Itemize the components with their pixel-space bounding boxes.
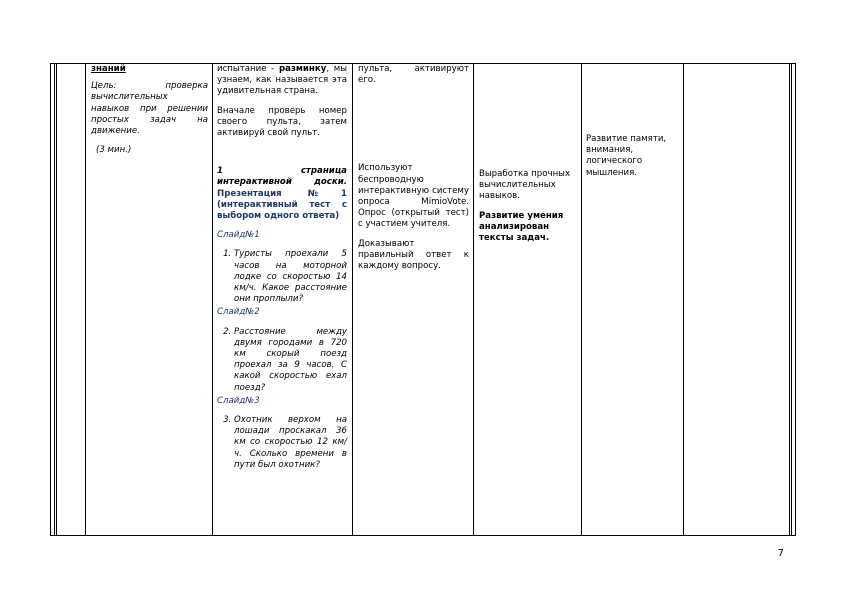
task-list bbox=[217, 249, 347, 305]
teacher-activity-cell bbox=[217, 64, 347, 475]
slide-label: Слайд№2 bbox=[217, 307, 260, 318]
column-divider bbox=[352, 64, 353, 535]
remote-check-text: Вначале проверь номер своего пульта, затем активируй свой пульт. bbox=[217, 105, 347, 139]
column-divider bbox=[581, 64, 582, 535]
column-divider bbox=[473, 64, 474, 535]
stage-time: (3 мин.) bbox=[96, 145, 132, 156]
column-divider bbox=[789, 64, 792, 535]
proof-text: Доказывают правильный ответ к каждому вопросу. bbox=[358, 238, 469, 272]
activation-text: пульта, активируют его. bbox=[358, 64, 469, 86]
slide-label: Слайд№1 bbox=[217, 230, 260, 241]
column-divider bbox=[85, 64, 86, 535]
task-list bbox=[217, 327, 347, 394]
task-item: 1. Туристы проехали 5 часов на моторной лодке со скоростью 14 км/ч. Какое расстояние они проплыли? bbox=[234, 249, 347, 305]
board-instruction: 1 страница интерактивной доски. Презентация №1 (интерактивный тест с выбором одного ответа) bbox=[217, 166, 347, 222]
slide-label: Слайд№3 bbox=[217, 395, 260, 406]
task-item: 3. Охотник верхом на лошади проскакал 36 км со скоростью 12 км/ч. Сколько времени в пути был охотник? bbox=[234, 415, 347, 471]
task-list bbox=[217, 415, 347, 471]
page-number: 7 bbox=[777, 548, 784, 559]
stage-cell bbox=[91, 64, 208, 164]
stage-heading: знаний bbox=[91, 64, 126, 74]
results-cell bbox=[479, 169, 577, 252]
voting-system-text: Используют беспроводную интерактивную систему опроса MimioVote. Опрос (открытый тест) с участием учителя. bbox=[358, 163, 469, 230]
task-item: 2. Расстояние между двумя городами в 720 км скорый поезд проехал за 9 часов. С какой скоростью ехал поезд? bbox=[234, 327, 347, 394]
stage-goal: Цель: проверка вычислительных навыков при решении простых задач на движение. bbox=[91, 81, 208, 137]
column-divider bbox=[54, 64, 57, 535]
development-text: Развитие памяти, внимания, логического мышления. bbox=[586, 134, 667, 178]
skills-text: Выработка прочных вычислительных навыков. bbox=[479, 169, 571, 202]
development-cell bbox=[586, 134, 678, 187]
student-activity-cell bbox=[358, 64, 469, 280]
column-divider bbox=[683, 64, 684, 535]
warmup-intro: испытание - разминку, мы узнаем, как называется эта удивительная страна. bbox=[217, 64, 347, 97]
lesson-table bbox=[50, 63, 796, 536]
column-divider bbox=[212, 64, 213, 535]
analysis-skill-text: Развитие умения анализирован тексты задач. bbox=[479, 210, 564, 244]
